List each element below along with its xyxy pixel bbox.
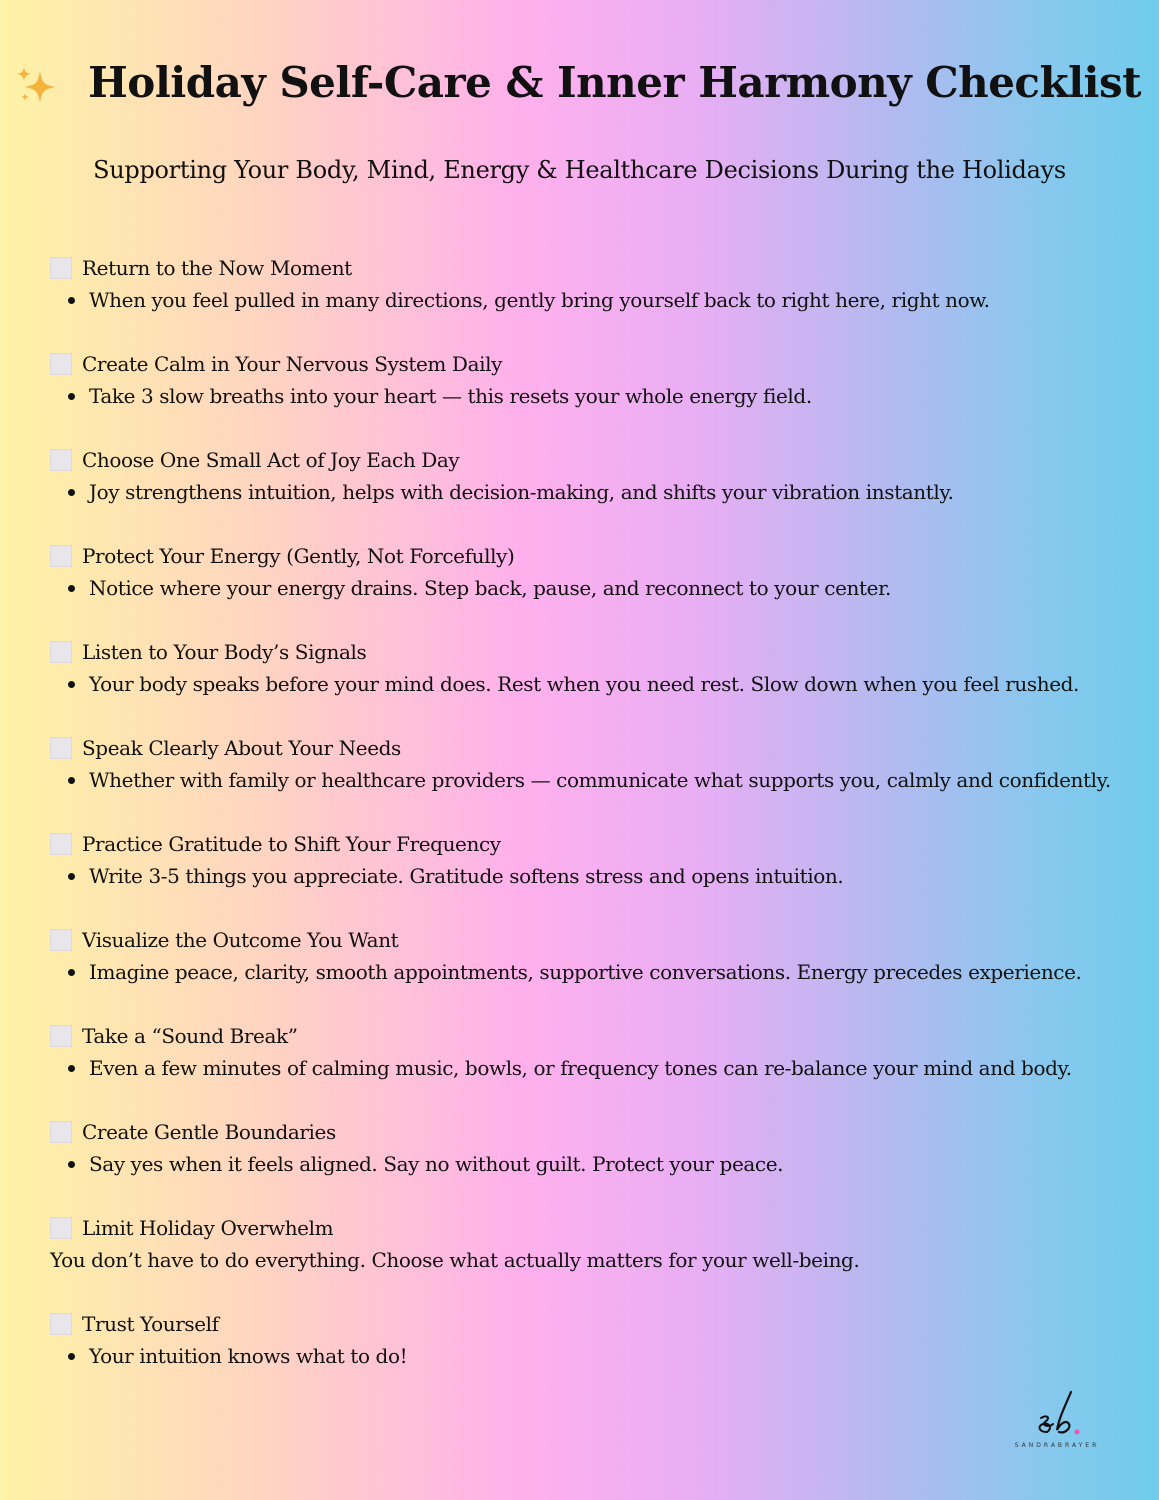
sparkles-icon: [14, 63, 60, 109]
description-text: Your intuition knows what to do!: [89, 1344, 408, 1368]
checklist-item: [50, 730, 1140, 826]
checklist-item-header: [50, 1214, 333, 1242]
checklist-item: [50, 1018, 1140, 1114]
checkbox[interactable]: [50, 449, 72, 471]
checklist-item: [50, 442, 1140, 538]
checklist-item-title: Practice Gratitude to Shift Your Frequency: [82, 832, 501, 856]
checklist-item: [50, 250, 1140, 346]
checklist-item-header: [50, 446, 459, 474]
bullet-icon: [68, 297, 75, 304]
checklist-item-title: Limit Holiday Overwhelm: [82, 1216, 334, 1240]
checklist-item-description: [68, 862, 843, 890]
checklist-item-description: [68, 286, 990, 314]
checkbox[interactable]: [50, 929, 72, 951]
bullet-icon: [68, 1065, 75, 1072]
checklist-item-description: [68, 766, 1111, 794]
checklist-item-header: [50, 734, 401, 762]
checklist-item-description: [68, 478, 954, 506]
description-text: You don’t have to do everything. Choose what actually matters for your well-being.: [50, 1248, 860, 1272]
description-text: Your body speaks before your mind does. Rest when you need rest. Slow down when you feel rushed.: [89, 672, 1080, 696]
checklist-item-description: [50, 1246, 859, 1274]
checklist-item-header: [50, 542, 514, 570]
checklist-item-title: Trust Yourself: [82, 1312, 219, 1336]
bullet-icon: [68, 585, 75, 592]
description-text: Imagine peace, clarity, smooth appointments, supportive conversations. Energy precedes experience.: [89, 960, 1082, 984]
page-title-row: [0, 58, 1159, 109]
description-text: Write 3-5 things you appreciate. Gratitude softens stress and opens intuition.: [89, 864, 844, 888]
bullet-icon: [68, 489, 75, 496]
checklist-item: [50, 1114, 1140, 1210]
checklist-item-description: [68, 1150, 783, 1178]
checklist-item-title: Speak Clearly About Your Needs: [82, 736, 401, 760]
checklist-item-title: Protect Your Energy (Gently, Not Forcefully): [82, 544, 515, 568]
checklist-item: [50, 826, 1140, 922]
bullet-icon: [68, 1353, 75, 1360]
checklist: [50, 250, 1140, 1402]
bullet-icon: [68, 393, 75, 400]
checkbox[interactable]: [50, 545, 72, 567]
description-text: Notice where your energy drains. Step back, pause, and reconnect to your center.: [89, 576, 892, 600]
checkbox[interactable]: [50, 1121, 72, 1143]
checklist-item-header: [50, 350, 502, 378]
checklist-item-title: Take a “Sound Break”: [82, 1024, 298, 1048]
description-text: Whether with family or healthcare providers — communicate what supports you, calmly and confidently.: [89, 768, 1111, 792]
description-text: Take 3 slow breaths into your heart — this resets your whole energy field.: [89, 384, 812, 408]
bullet-icon: [68, 1161, 75, 1168]
checklist-item-title: Create Gentle Boundaries: [82, 1120, 336, 1144]
logo-wordmark: SANDRABRAYER: [1014, 1442, 1100, 1449]
checkbox[interactable]: [50, 1025, 72, 1047]
checklist-item-header: [50, 1118, 336, 1146]
page-subtitle: Supporting Your Body, Mind, Energy & Healthcare Decisions During the Holidays: [93, 156, 1066, 184]
checklist-item-title: Visualize the Outcome You Want: [82, 928, 399, 952]
checkbox[interactable]: [50, 1313, 72, 1335]
bullet-icon: [68, 777, 75, 784]
checkbox[interactable]: [50, 1217, 72, 1239]
checklist-item-header: [50, 1310, 219, 1338]
checklist-item-title: Listen to Your Body’s Signals: [82, 640, 367, 664]
checklist-item: [50, 346, 1140, 442]
checklist-item: [50, 634, 1140, 730]
checklist-item: [50, 1306, 1140, 1402]
checklist-item: [50, 1210, 1140, 1306]
checkbox[interactable]: [50, 737, 72, 759]
checklist-item-title: Choose One Small Act of Joy Each Day: [82, 448, 460, 472]
brand-logo: [998, 1388, 1116, 1458]
checklist-item-title: Create Calm in Your Nervous System Daily: [82, 352, 502, 376]
checkbox[interactable]: [50, 353, 72, 375]
description-text: When you feel pulled in many directions, gently bring yourself back to right here, right now.: [89, 288, 990, 312]
checklist-item-description: [68, 382, 812, 410]
checklist-item-header: [50, 254, 352, 282]
bullet-icon: [68, 873, 75, 880]
bullet-icon: [68, 969, 75, 976]
checkbox[interactable]: [50, 641, 72, 663]
checkbox[interactable]: [50, 833, 72, 855]
checklist-item-header: [50, 830, 501, 858]
checklist-item-description: [68, 1054, 1072, 1082]
checklist-item-header: [50, 926, 398, 954]
checklist-item-title: Return to the Now Moment: [82, 256, 352, 280]
checkbox[interactable]: [50, 257, 72, 279]
description-text: Even a few minutes of calming music, bowls, or frequency tones can re-balance your mind and body.: [89, 1056, 1072, 1080]
checklist-item-description: [68, 670, 1079, 698]
checklist-item-header: [50, 638, 366, 666]
checklist-item-description: [68, 958, 1082, 986]
checklist-item: [50, 538, 1140, 634]
page-title: Holiday Self-Care & Inner Harmony Checklist: [88, 58, 1142, 107]
description-text: Say yes when it feels aligned. Say no without guilt. Protect your peace.: [89, 1152, 784, 1176]
checklist-item-description: [68, 1342, 407, 1370]
checklist-item: [50, 922, 1140, 1018]
bullet-icon: [68, 681, 75, 688]
checklist-item-description: [68, 574, 891, 602]
description-text: Joy strengthens intuition, helps with decision-making, and shifts your vibration instantly.: [89, 480, 954, 504]
signature-monogram-icon: [1027, 1388, 1087, 1440]
checklist-item-header: [50, 1022, 298, 1050]
